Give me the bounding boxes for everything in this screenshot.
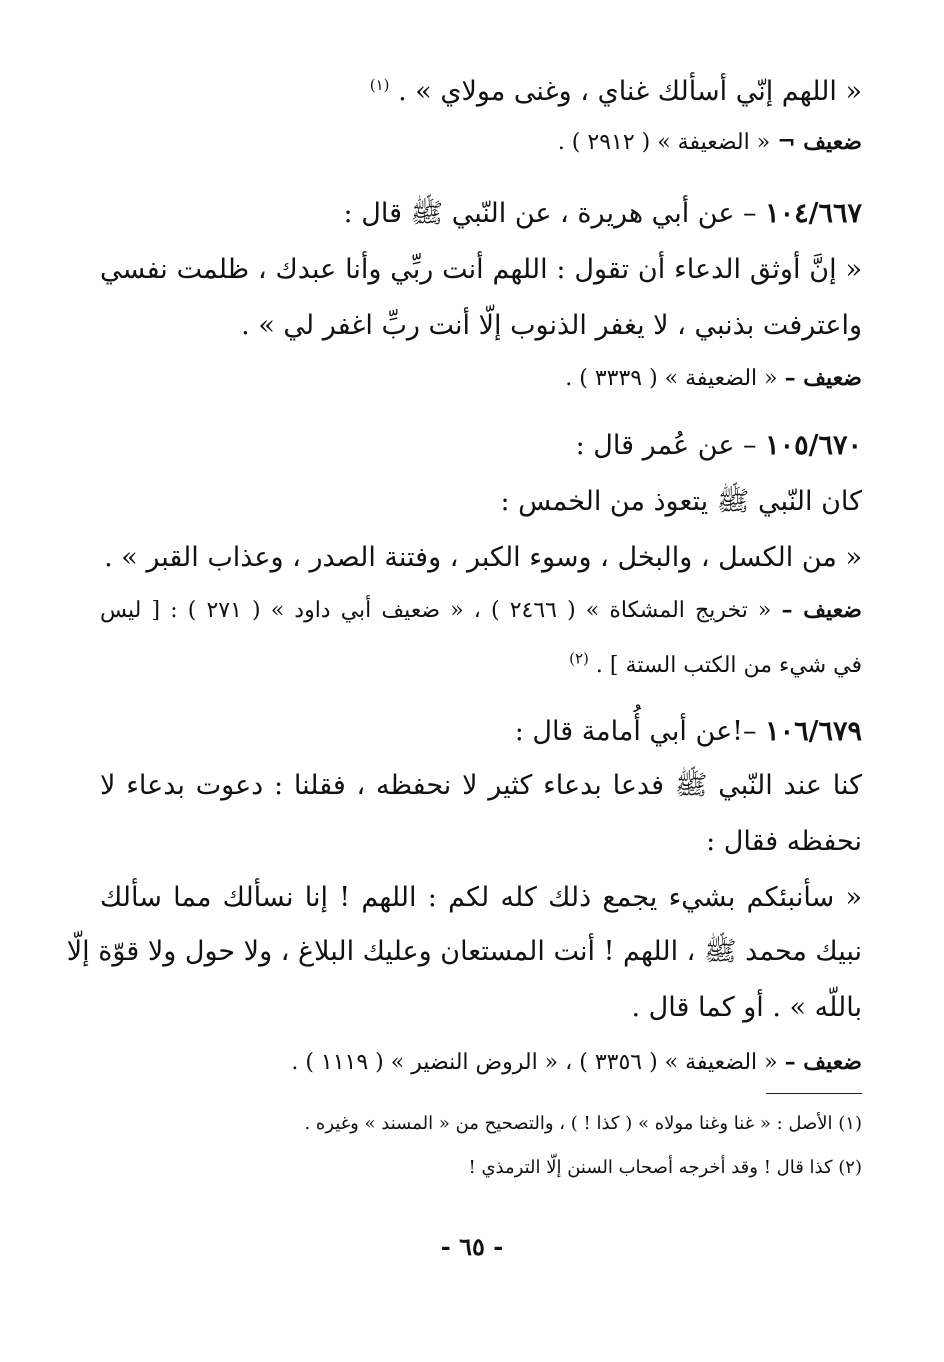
grading-line: ضعيف ¬ « الضعيفة » ( ٢٩١٢ ) . [557, 129, 862, 155]
text-line: واعترفت بذنبي ، لا يغفر الذنوب إلّا أنت ربِّ اغفر لي » . [241, 310, 862, 341]
text-line: « اللهم إنّي أسألك غناي ، وغنى مولاي » . $^{(١)}$ [369, 76, 862, 107]
page-number: - ٦٥ - [440, 1232, 504, 1261]
footnote: (٢) كذا قال ! وقد أخرجه أصحاب السنن إلّا الترمذي ! [468, 1157, 862, 1178]
grading-line: ضعيف – « الضعيفة » ( ٣٣٥٦ ) ، « الروض النضير » ( ١١١٩ ) . [291, 1049, 862, 1075]
hadith-heading: ١٠٥/٦٧٠ – عن عُمر قال : [575, 430, 862, 461]
text-line: نبيك محمد ﷺ ، اللهم ! أنت المستعان وعليك البلاغ ، ولا حول ولا قوّة إلّا [66, 936, 862, 967]
footnote: (١) الأصل : « غنا وغنا مولاه » ( كذا ! ) ، والتصحيح من « المسند » وغيره . [304, 1113, 862, 1134]
hadith-heading: ١٠٤/٦٦٧ – عن أبي هريرة ، عن النّبي ﷺ قال : [343, 198, 862, 229]
hadith-number: ١٠٦/٦٧٩ [765, 716, 862, 747]
text-line: « من الكسل ، والبخل ، وسوء الكبر ، وفتنة الصدر ، وعذاب القبر » . [104, 542, 862, 573]
text-line: « إنَّ أوثق الدعاء أن تقول : اللهم أنت ربِّي وأنا عبدك ، ظلمت نفسي [100, 254, 862, 285]
footnote-ref: (٢) [569, 649, 589, 668]
footnote-ref: (١) [369, 76, 390, 94]
text-line: في شيء من الكتب الستة ] . $^{(٢)}$ [569, 649, 862, 678]
hadith-number: ١٠٥/٦٧٠ [765, 430, 862, 461]
hadith-number: ١٠٤/٦٦٧ [765, 198, 862, 229]
grading-line: ضعيف – « تخريج المشكاة » ( ٢٤٦٦ ) ، « ضعيف أبي داود » ( ٢٧١ ) : [ ليس [100, 597, 862, 623]
text-line: « سأنبئكم بشيء يجمع ذلك كله لكم : اللهم ! إنا نسألك مما سألك [100, 882, 862, 913]
text-line: كان النّبي ﷺ يتعوذ من الخمس : [500, 486, 862, 517]
text-line: نحفظه فقال : [706, 826, 862, 857]
grading-line: ضعيف – « الضعيفة » ( ٣٣٣٩ ) . [565, 365, 862, 391]
hadith-heading: ١٠٦/٦٧٩ –!عن أبي أُمامة قال : [514, 716, 862, 747]
text-line: كنا عند النّبي ﷺ فدعا بدعاء كثير لا نحفظه ، فقلنا : دعوت بدعاء لا [100, 770, 862, 801]
text-line: باللّه » . أو كما قال . [631, 992, 862, 1023]
footnote-divider [766, 1093, 862, 1094]
